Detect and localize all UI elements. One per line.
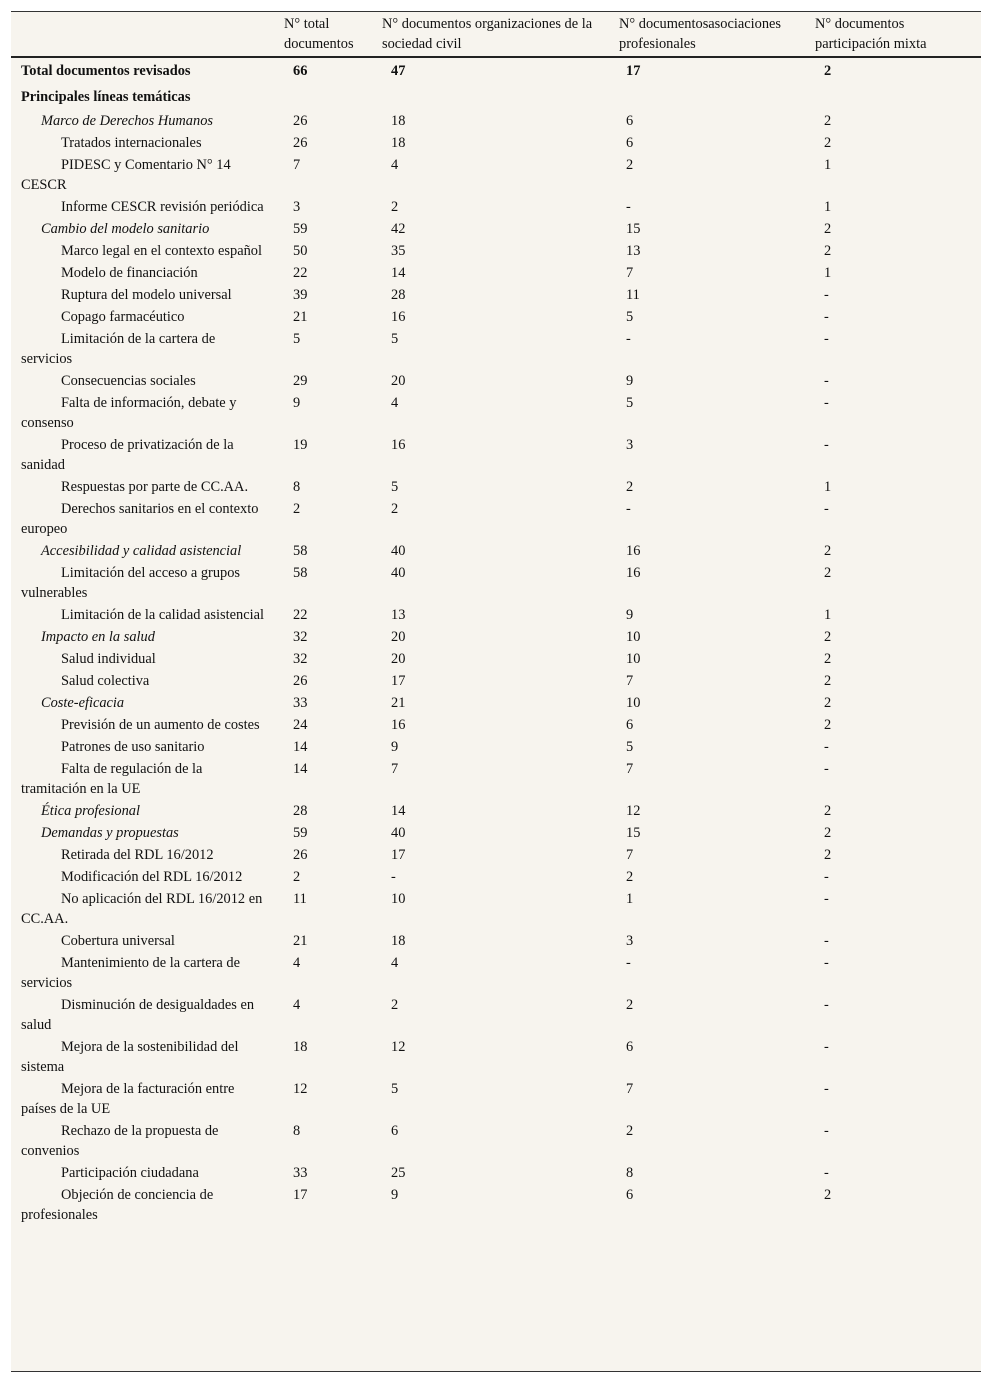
cell-civil-society-documents: 40 (391, 565, 406, 581)
row-label: Total documentos revisados (21, 63, 191, 79)
cell-professional-associations-documents: 9 (626, 607, 634, 623)
table-row (11, 370, 981, 392)
cell-professional-associations-documents: 10 (626, 629, 641, 645)
cell-professional-associations-documents: 6 (626, 113, 634, 129)
cell-professional-associations-documents: 3 (626, 933, 634, 949)
cell-total-documents: 4 (293, 955, 301, 971)
row-label: Previsión de un aumento de costes (61, 717, 260, 733)
cell-mixed-participation-documents: - (824, 373, 829, 389)
table-row (11, 1078, 981, 1120)
cell-mixed-participation-documents: 2 (824, 113, 832, 129)
cell-total-documents: 59 (293, 825, 308, 841)
table-row (11, 110, 981, 132)
row-label: Objeción de conciencia de profesionales (21, 1187, 214, 1223)
row-label: Proceso de privatización de la sanidad (21, 437, 234, 473)
cell-civil-society-documents (381, 85, 618, 110)
table-row (11, 540, 981, 562)
cell-mixed-participation-documents: 1 (824, 265, 832, 281)
cell-professional-associations-documents: 10 (626, 651, 641, 667)
row-label: Modificación del RDL 16/2012 (61, 869, 243, 885)
table-row (11, 85, 981, 110)
cell-professional-associations-documents: 12 (626, 803, 641, 819)
row-label: Demandas y propuestas (41, 825, 179, 841)
table-row (11, 930, 981, 952)
cell-total-documents: 66 (293, 63, 308, 79)
cell-total-documents: 2 (293, 869, 301, 885)
header-mixed-participation-documents: N° documentos participación mixta (814, 12, 981, 57)
cell-professional-associations-documents: 15 (626, 825, 641, 841)
cell-mixed-participation-documents: 2 (824, 803, 832, 819)
row-label: Ética profesional (41, 803, 140, 819)
cell-mixed-participation-documents: 2 (824, 1187, 832, 1203)
row-label: Informe CESCR revisión periódica (61, 199, 264, 215)
cell-civil-society-documents: 13 (391, 607, 406, 623)
row-label: Rechazo de la propuesta de convenios (21, 1123, 219, 1159)
cell-professional-associations-documents: 17 (626, 63, 641, 79)
table-row (11, 434, 981, 476)
cell-mixed-participation-documents: 2 (824, 243, 832, 259)
cell-professional-associations-documents: - (626, 955, 631, 971)
cell-total-documents: 39 (293, 287, 308, 303)
table-row (11, 392, 981, 434)
cell-total-documents: 17 (293, 1187, 308, 1203)
table-row (11, 692, 981, 714)
cell-civil-society-documents: 28 (391, 287, 406, 303)
table-row (11, 328, 981, 370)
cell-professional-associations-documents: 7 (626, 847, 634, 863)
cell-mixed-participation-documents: - (824, 869, 829, 885)
cell-professional-associations-documents: 7 (626, 1081, 634, 1097)
cell-total-documents: 18 (293, 1039, 308, 1055)
cell-total-documents: 32 (293, 651, 308, 667)
cell-professional-associations-documents: 6 (626, 135, 634, 151)
cell-professional-associations-documents: 13 (626, 243, 641, 259)
cell-total-documents: 19 (293, 437, 308, 453)
cell-professional-associations-documents: 2 (626, 869, 634, 885)
cell-mixed-participation-documents: - (824, 1165, 829, 1181)
cell-civil-society-documents: 5 (391, 479, 399, 495)
cell-total-documents: 32 (293, 629, 308, 645)
cell-professional-associations-documents: 5 (626, 309, 634, 325)
table-row (11, 218, 981, 240)
cell-total-documents: 9 (293, 395, 301, 411)
cell-civil-society-documents: 16 (391, 437, 406, 453)
row-label: PIDESC y Comentario N° 14 CESCR (21, 157, 231, 193)
cell-mixed-participation-documents: 2 (824, 717, 832, 733)
cell-professional-associations-documents: 2 (626, 997, 634, 1013)
cell-professional-associations-documents (618, 85, 814, 110)
cell-total-documents: 2 (293, 501, 301, 517)
cell-professional-associations-documents: 2 (626, 479, 634, 495)
cell-total-documents: 14 (293, 761, 308, 777)
table-row (11, 604, 981, 626)
table-row (11, 888, 981, 930)
cell-civil-society-documents: 5 (391, 331, 399, 347)
row-label: Derechos sanitarios en el contexto europeo (21, 501, 259, 537)
cell-mixed-participation-documents: - (824, 1123, 829, 1139)
row-label: Accesibilidad y calidad asistencial (41, 543, 242, 559)
row-label: Participación ciudadana (61, 1165, 199, 1181)
cell-professional-associations-documents: 5 (626, 739, 634, 755)
cell-civil-society-documents: 17 (391, 673, 406, 689)
cell-professional-associations-documents: 15 (626, 221, 641, 237)
cell-professional-associations-documents: 5 (626, 395, 634, 411)
table-row (11, 132, 981, 154)
cell-total-documents: 14 (293, 739, 308, 755)
cell-mixed-participation-documents: 2 (824, 135, 832, 151)
cell-total-documents: 22 (293, 607, 308, 623)
cell-civil-society-documents: 10 (391, 891, 406, 907)
row-label: Falta de regulación de la tramitación en la UE (21, 761, 203, 797)
cell-total-documents: 8 (293, 479, 301, 495)
row-label: Principales líneas temáticas (21, 89, 191, 105)
cell-professional-associations-documents: 6 (626, 1039, 634, 1055)
cell-civil-society-documents: 20 (391, 373, 406, 389)
cell-civil-society-documents: 9 (391, 739, 399, 755)
cell-civil-society-documents: 20 (391, 651, 406, 667)
header-total-documents: N° total documentos (283, 12, 381, 57)
table-row (11, 476, 981, 498)
cell-mixed-participation-documents: - (824, 1039, 829, 1055)
cell-professional-associations-documents: 6 (626, 717, 634, 733)
cell-total-documents: 29 (293, 373, 308, 389)
cell-total-documents: 50 (293, 243, 308, 259)
cell-professional-associations-documents: - (626, 501, 631, 517)
cell-mixed-participation-documents: - (824, 1081, 829, 1097)
cell-civil-society-documents: 40 (391, 825, 406, 841)
cell-professional-associations-documents: - (626, 331, 631, 347)
cell-civil-society-documents: - (391, 869, 396, 885)
cell-total-documents: 33 (293, 1165, 308, 1181)
table-row (11, 670, 981, 692)
row-label: Retirada del RDL 16/2012 (61, 847, 214, 863)
cell-total-documents (283, 85, 381, 110)
row-label: Mejora de la facturación entre países de la UE (21, 1081, 235, 1117)
cell-civil-society-documents: 40 (391, 543, 406, 559)
row-label: No aplicación del RDL 16/2012 en CC.AA. (21, 891, 263, 927)
table-row (11, 284, 981, 306)
row-label: Limitación del acceso a grupos vulnerables (21, 565, 241, 601)
cell-civil-society-documents: 6 (391, 1123, 399, 1139)
cell-total-documents: 21 (293, 309, 308, 325)
table-row (11, 844, 981, 866)
cell-professional-associations-documents: - (626, 199, 631, 215)
table-row (11, 800, 981, 822)
cell-total-documents: 5 (293, 331, 301, 347)
cell-total-documents: 4 (293, 997, 301, 1013)
cell-mixed-participation-documents: 2 (824, 673, 832, 689)
row-label: Marco de Derechos Humanos (41, 113, 213, 129)
row-label: Coste-eficacia (41, 695, 125, 711)
cell-mixed-participation-documents: - (824, 437, 829, 453)
row-label: Mantenimiento de la cartera de servicios (21, 955, 240, 991)
cell-mixed-participation-documents: - (824, 739, 829, 755)
table-row (11, 648, 981, 670)
cell-civil-society-documents: 9 (391, 1187, 399, 1203)
table-row (11, 57, 981, 85)
cell-mixed-participation-documents: - (824, 501, 829, 517)
cell-civil-society-documents: 4 (391, 955, 399, 971)
cell-mixed-participation-documents: 2 (824, 629, 832, 645)
table-body (11, 57, 981, 1226)
cell-civil-society-documents: 21 (391, 695, 406, 711)
row-label: Ruptura del modelo universal (61, 287, 232, 303)
table-row (11, 994, 981, 1036)
cell-civil-society-documents: 12 (391, 1039, 406, 1055)
cell-civil-society-documents: 47 (391, 63, 406, 79)
row-label: Disminución de desigualdades en salud (21, 997, 255, 1033)
row-label: Marco legal en el contexto español (61, 243, 262, 259)
row-label: Falta de información, debate y consenso (21, 395, 237, 431)
cell-total-documents: 59 (293, 221, 308, 237)
cell-total-documents: 8 (293, 1123, 301, 1139)
table-row (11, 714, 981, 736)
row-label: Cobertura universal (61, 933, 175, 949)
cell-civil-society-documents: 14 (391, 265, 406, 281)
row-label: Respuestas por parte de CC.AA. (61, 479, 249, 495)
cell-civil-society-documents: 18 (391, 113, 406, 129)
row-label: Mejora de la sostenibilidad del sistema (21, 1039, 239, 1075)
cell-mixed-participation-documents: - (824, 309, 829, 325)
cell-civil-society-documents: 4 (391, 395, 399, 411)
cell-mixed-participation-documents: 2 (824, 651, 832, 667)
table-row (11, 498, 981, 540)
cell-mixed-participation-documents: - (824, 395, 829, 411)
row-label: Impacto en la salud (41, 629, 155, 645)
row-label: Limitación de la calidad asistencial (61, 607, 264, 623)
cell-mixed-participation-documents: - (824, 287, 829, 303)
row-label: Salud colectiva (61, 673, 150, 689)
cell-mixed-participation-documents: 2 (824, 847, 832, 863)
row-label: Limitación de la cartera de servicios (21, 331, 216, 367)
cell-total-documents: 12 (293, 1081, 308, 1097)
table-row (11, 196, 981, 218)
cell-civil-society-documents: 35 (391, 243, 406, 259)
cell-total-documents: 58 (293, 543, 308, 559)
cell-total-documents: 26 (293, 135, 308, 151)
row-label: Salud individual (61, 651, 156, 667)
table-row (11, 1162, 981, 1184)
row-label: Consecuencias sociales (61, 373, 196, 389)
cell-professional-associations-documents: 1 (626, 891, 634, 907)
cell-civil-society-documents: 5 (391, 1081, 399, 1097)
cell-civil-society-documents: 20 (391, 629, 406, 645)
cell-mixed-participation-documents: 1 (824, 157, 832, 173)
row-label: Copago farmacéutico (61, 309, 185, 325)
cell-civil-society-documents: 2 (391, 501, 399, 517)
cell-total-documents: 3 (293, 199, 301, 215)
table-row (11, 306, 981, 328)
table-row (11, 562, 981, 604)
cell-civil-society-documents: 16 (391, 309, 406, 325)
cell-total-documents: 58 (293, 565, 308, 581)
cell-mixed-participation-documents: 2 (824, 543, 832, 559)
cell-professional-associations-documents: 11 (626, 287, 640, 303)
cell-professional-associations-documents: 10 (626, 695, 641, 711)
table-row (11, 154, 981, 196)
cell-mixed-participation-documents: 2 (824, 565, 832, 581)
cell-mixed-participation-documents: 1 (824, 199, 832, 215)
cell-total-documents: 11 (293, 891, 307, 907)
row-label: Patrones de uso sanitario (61, 739, 205, 755)
cell-total-documents: 22 (293, 265, 308, 281)
documents-table (11, 12, 981, 1226)
cell-professional-associations-documents: 2 (626, 157, 634, 173)
cell-mixed-participation-documents: 2 (824, 695, 832, 711)
cell-professional-associations-documents: 2 (626, 1123, 634, 1139)
cell-total-documents: 26 (293, 847, 308, 863)
cell-mixed-participation-documents: 1 (824, 607, 832, 623)
table-row (11, 1184, 981, 1226)
cell-mixed-participation-documents: 2 (824, 221, 832, 237)
cell-civil-society-documents: 42 (391, 221, 406, 237)
header-row (11, 12, 981, 57)
header-civil-society-documents: N° documentos organizaciones de la sociedad civil (381, 12, 618, 57)
cell-professional-associations-documents: 7 (626, 761, 634, 777)
cell-mixed-participation-documents: - (824, 891, 829, 907)
table-row (11, 952, 981, 994)
table-header (11, 12, 981, 57)
table-row (11, 262, 981, 284)
cell-civil-society-documents: 16 (391, 717, 406, 733)
cell-civil-society-documents: 7 (391, 761, 399, 777)
cell-professional-associations-documents: 8 (626, 1165, 634, 1181)
cell-civil-society-documents: 17 (391, 847, 406, 863)
cell-mixed-participation-documents: 2 (824, 63, 832, 79)
cell-mixed-participation-documents: - (824, 955, 829, 971)
table-row (11, 626, 981, 648)
cell-professional-associations-documents: 7 (626, 673, 634, 689)
cell-professional-associations-documents: 16 (626, 565, 641, 581)
table-row (11, 240, 981, 262)
row-label: Cambio del modelo sanitario (41, 221, 210, 237)
table-row (11, 758, 981, 800)
table-row (11, 1120, 981, 1162)
cell-mixed-participation-documents: - (824, 933, 829, 949)
row-label: Tratados internacionales (61, 135, 202, 151)
cell-mixed-participation-documents: 2 (824, 825, 832, 841)
cell-total-documents: 26 (293, 673, 308, 689)
cell-mixed-participation-documents: - (824, 997, 829, 1013)
table-row (11, 866, 981, 888)
cell-professional-associations-documents: 9 (626, 373, 634, 389)
table-container (11, 11, 981, 1372)
cell-mixed-participation-documents: - (824, 761, 829, 777)
cell-total-documents: 28 (293, 803, 308, 819)
header-professional-associations-documents: N° documentosasociaciones profesionales (618, 12, 814, 57)
cell-total-documents: 26 (293, 113, 308, 129)
cell-civil-society-documents: 18 (391, 135, 406, 151)
cell-total-documents: 21 (293, 933, 308, 949)
cell-civil-society-documents: 25 (391, 1165, 406, 1181)
cell-mixed-participation-documents: 1 (824, 479, 832, 495)
cell-mixed-participation-documents: - (824, 331, 829, 347)
cell-total-documents: 33 (293, 695, 308, 711)
cell-civil-society-documents: 4 (391, 157, 399, 173)
table-row (11, 1036, 981, 1078)
table-row (11, 736, 981, 758)
cell-total-documents: 24 (293, 717, 308, 733)
cell-civil-society-documents: 2 (391, 997, 399, 1013)
cell-total-documents: 7 (293, 157, 301, 173)
cell-professional-associations-documents: 3 (626, 437, 634, 453)
cell-civil-society-documents: 18 (391, 933, 406, 949)
cell-mixed-participation-documents (814, 85, 981, 110)
cell-professional-associations-documents: 16 (626, 543, 641, 559)
cell-civil-society-documents: 2 (391, 199, 399, 215)
table-row (11, 822, 981, 844)
row-label: Modelo de financiación (61, 265, 198, 281)
cell-civil-society-documents: 14 (391, 803, 406, 819)
cell-professional-associations-documents: 6 (626, 1187, 634, 1203)
header-label (11, 12, 283, 57)
cell-professional-associations-documents: 7 (626, 265, 634, 281)
